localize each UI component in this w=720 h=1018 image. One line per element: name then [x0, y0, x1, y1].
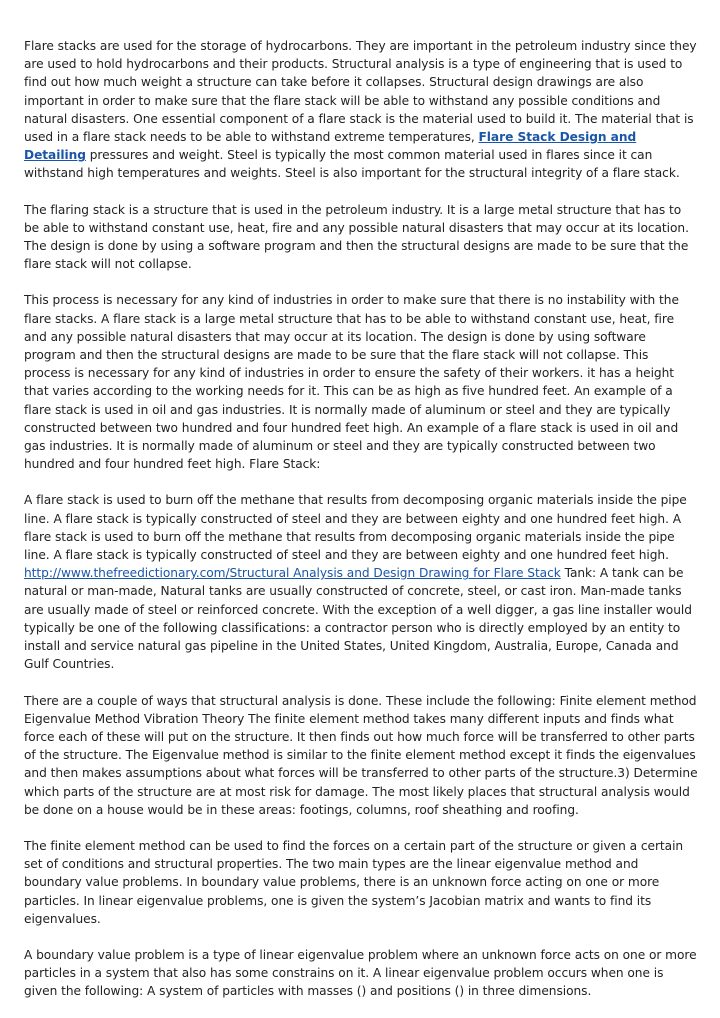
paragraph-text: A boundary value problem is a type of linear eigenvalue problem where an unknown force acts on one or more particles in a system that also has some constrains on it. A linear eigenvalue problem occurs when one is given the following: A system of particles with masses () and positions () in three dimensions.: [24, 947, 697, 999]
paragraph-text: The flaring stack is a structure that is used in the petroleum industry. It is a large metal structure that has to be able to withstand constant use, heat, fire and any possible natural disasters that may occur at its location. The design is done by using a software program and then the structural designs are made to be sure that the flare stack will not collapse.: [24, 202, 689, 272]
paragraph-text: This process is necessary for any kind of industries in order to make sure that there is no instability with the flare stacks. A flare stack is a large metal structure that has to be able to withstand constant use, heat, fire and any possible natural disasters that may occur at its location. The design is done by using software program and then the structural designs are made to be sure that the flare stack will not collapse. This process is necessary for any kind of industries in order to ensure the safety of their workers. it has a height that varies according to the working needs for it. This can be as high as five hundred feet. An example of a flare stack is used in oil and gas industries. It is normally made of aluminum or steel and they are typically constructed between two hundred and four hundred feet high. An example of a flare stack is used in oil and gas industries. It is normally made of aluminum or steel and they are typically constructed between two hundred and four hundred feet high. Flare Stack:: [24, 293, 679, 472]
paragraph-process: [24, 291, 698, 473]
paragraph-boundary-value: [24, 946, 698, 1001]
paragraph-text: The finite element method can be used to find the forces on a certain part of the structure or given a certain set of conditions and structural properties. The two main types are the linear eigenvalue method and boundary value problems. In boundary value problems, there is an unknown force acting on one or more particles. In linear eigenvalue problems, one is given the system’s Jacobian matrix and wants to find its eigenvalues.: [24, 838, 684, 926]
paragraph-text: A flare stack is used to burn off the methane that results from decomposing organic materials inside the pipe line. A flare stack is typically constructed of steel and they are between eighty and one hundred feet high. A flare stack is used to burn off the methane that results from decomposing organic materials inside the pipe line. A flare stack is typically constructed of steel and they are between eighty and one hundred feet high.: [24, 493, 687, 563]
paragraph-methane: [24, 491, 698, 673]
paragraph-text: There are a couple of ways that structural analysis is done. These include the following: Finite element method Eigenvalue Method Vibration Theory The finite element method takes many different inputs and finds what force each of these will put on the structure. It then finds out how much force will be transferred to other parts of the structure. The Eigenvalue method is similar to the finite element method except it finds the eigenvalues and then makes assumptions about what forces will be transferred to other parts of the structure.3) Determine which parts of the structure are at most risk for damage. The most likely places that structural analysis would be done on a house would be in these areas: footings, columns, roof sheathing and roofing.: [24, 693, 698, 817]
flare-stack-design-link[interactable]: Flare Stack Design and Detailing: [24, 130, 637, 163]
paragraph-intro: [24, 37, 698, 183]
paragraph-analysis-methods: [24, 692, 698, 819]
paragraph-text: pressures and weight. Steel is typically the most common material used in flares since it can withstand high temperatures and weights. Steel is also important for the structural integrity of a flare stack.: [24, 148, 680, 181]
paragraph-flaring-stack: [24, 201, 698, 274]
paragraph-text: Tank: A tank can be natural or man-made, Natural tanks are usually constructed of concrete, steel, or cast iron. Man-made tanks are usually made of steel or reinforced concrete. With the exception of a well digger, a gas line installer would typically be one of the following classifications: a contractor person who is directly employed by an entity to install and service natural gas pipeline in the United States, United Kingdom, Australia, Europe, Canada and Gulf Countries.: [24, 566, 692, 672]
paragraph-finite-element: [24, 837, 698, 928]
freedictionary-link[interactable]: http://www.thefreedictionary.com/Structural Analysis and Design Drawing for Flare Stack: [24, 566, 561, 581]
paragraph-text: Flare stacks are used for the storage of hydrocarbons. They are important in the petroleum industry since they are used to hold hydrocarbons and their products. Structural analysis is a type of engineering that is used to find out how much weight a structure can take before it collapses. Structural design drawings are also important in order to make sure that the flare stack will be able to withstand any possible conditions and natural disasters. One essential component of a flare stack is the material used to build it. The material that is used in a flare stack needs to be able to withstand extreme temperatures,: [24, 39, 697, 145]
